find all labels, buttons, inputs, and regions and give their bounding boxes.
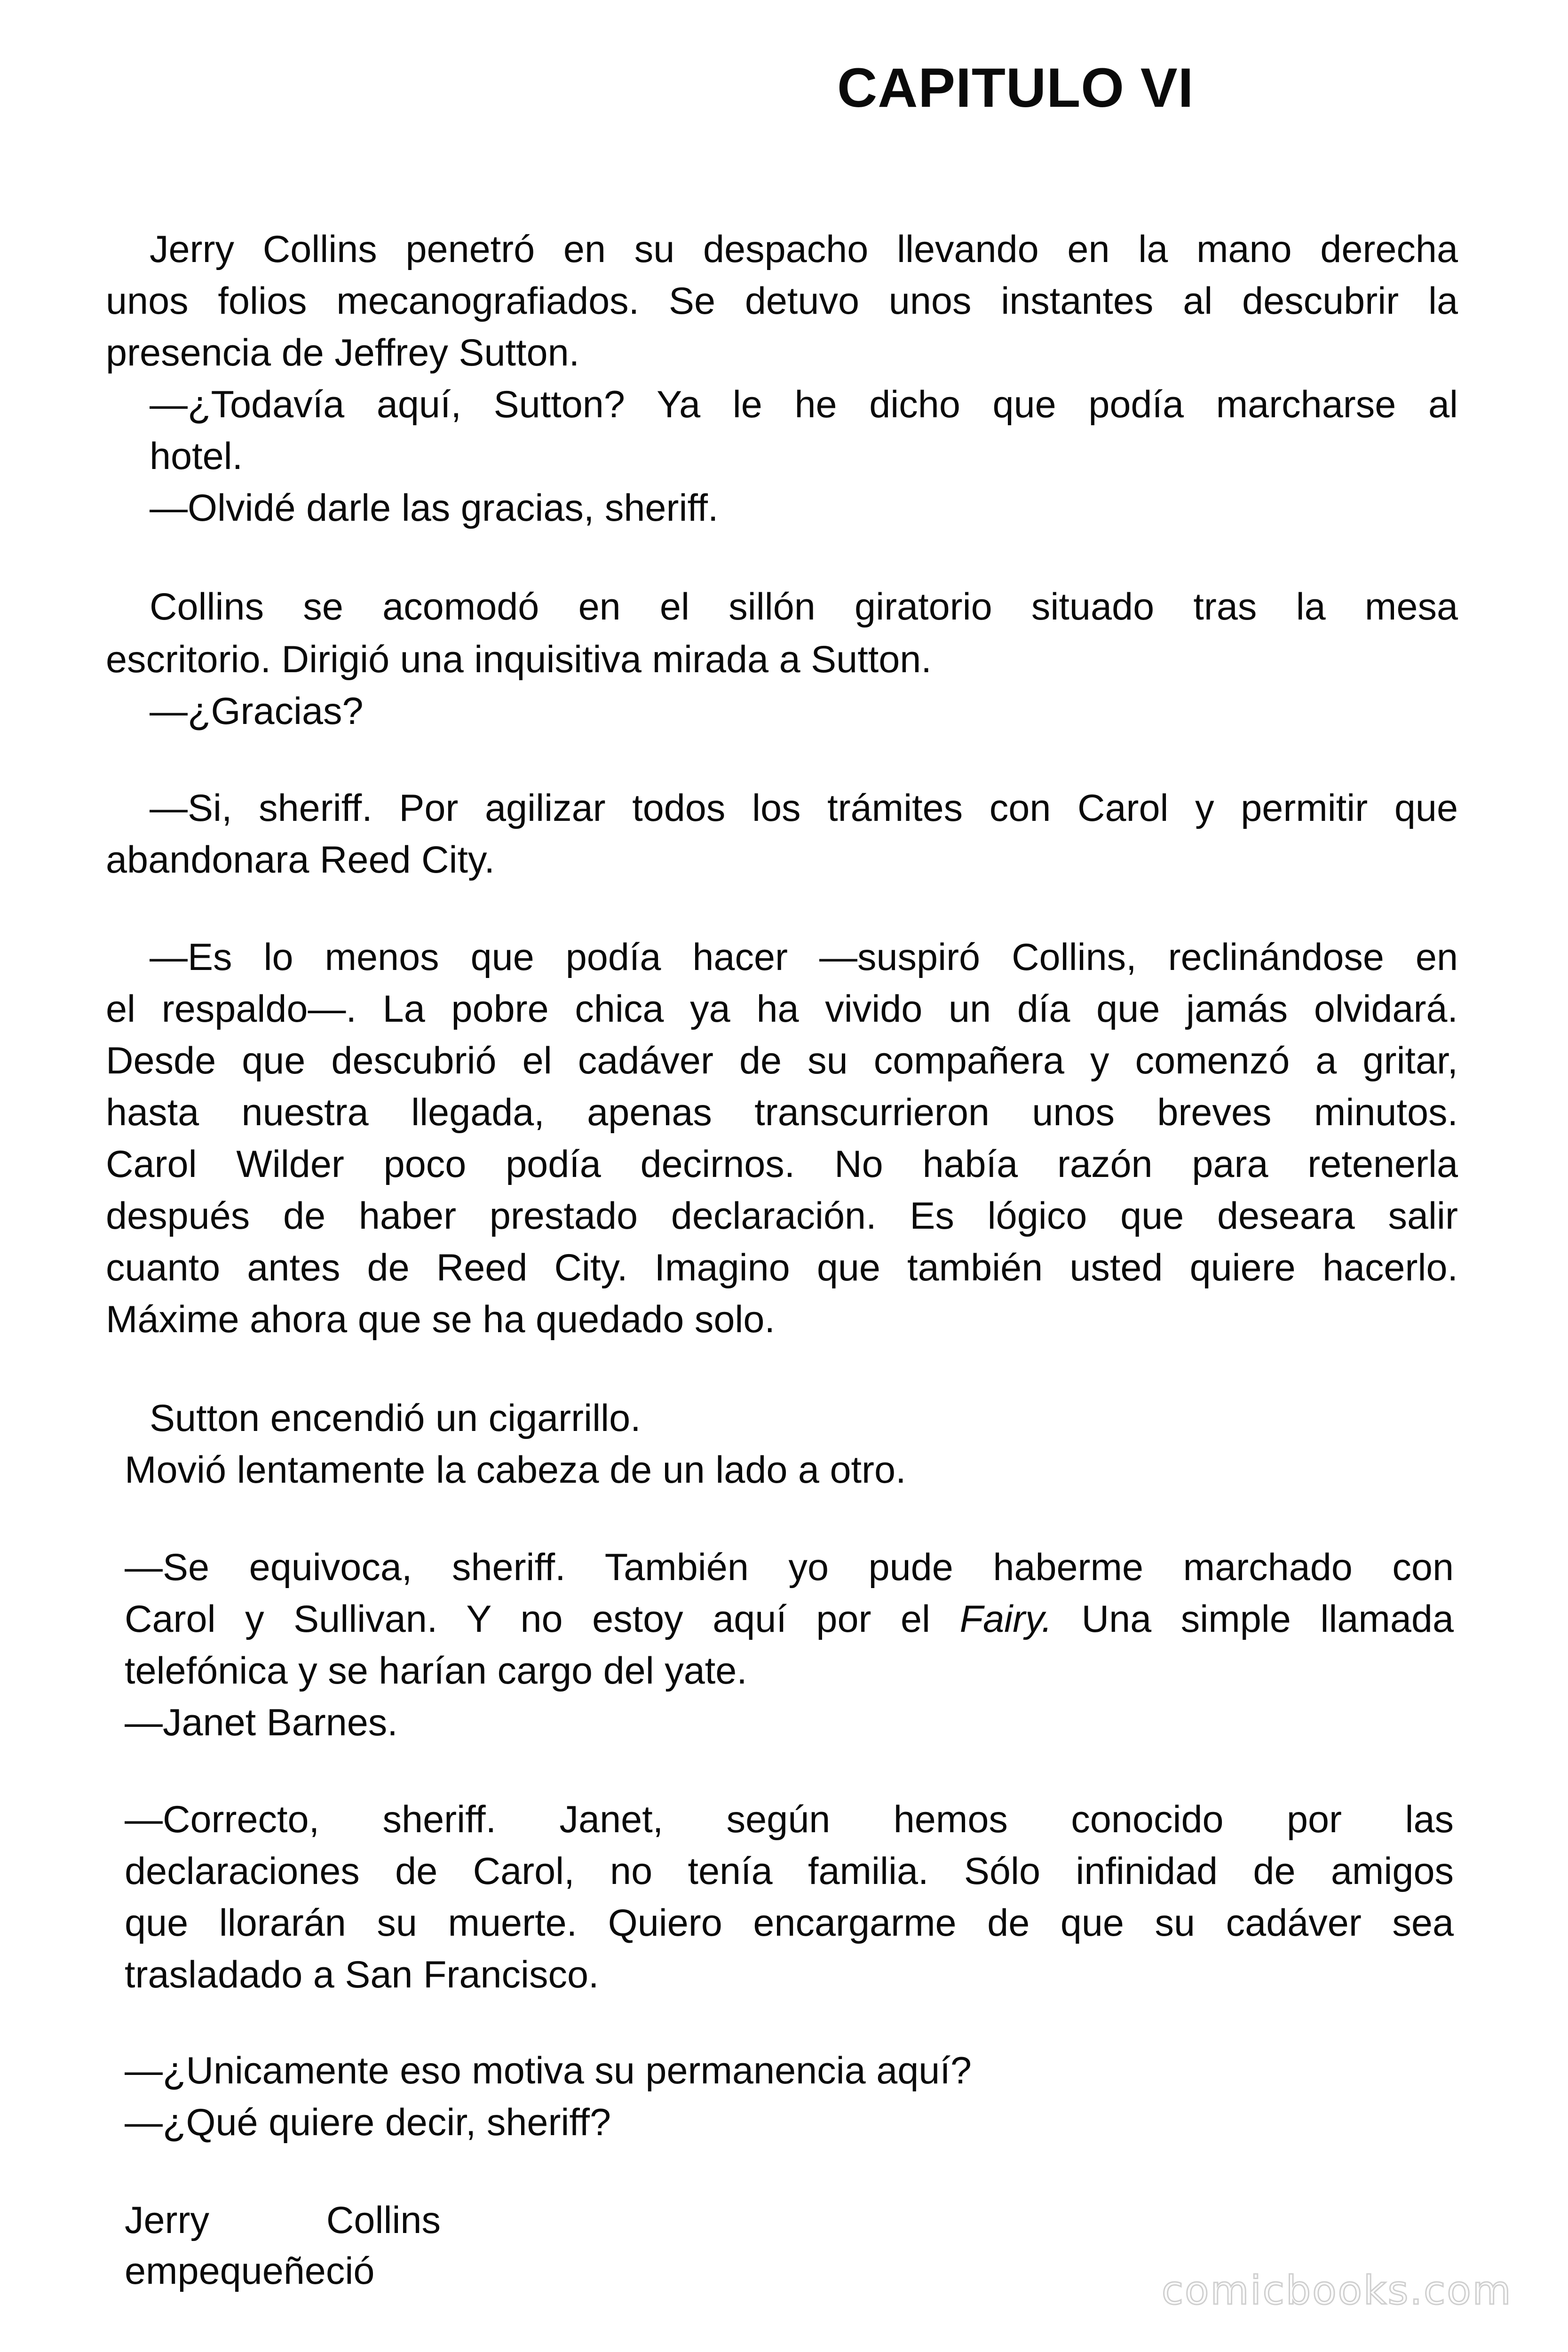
text-line: Sutton encendió un cigarrillo. [150,1397,641,1439]
text-line: —¿Todavía aquí, Sutton? Ya le he dicho que podía marcharse al [150,383,1458,426]
text-line: —Janet Barnes. [125,1701,398,1744]
text-line [125,2201,441,2240]
text-line: cuanto antes de Reed City. Imagino que también usted quiere hacerlo. [106,1247,1458,1289]
watermark: comicbooks.com [1162,2267,1513,2313]
text-line-with-italic [125,1600,1454,1638]
text-line: Máxime ahora que se ha quedado solo. [106,1298,775,1341]
text-line: Desde que descubrió el cadáver de su compañera y comenzó a gritar, [106,1040,1458,1082]
text-line: empequeñeció [125,2250,375,2292]
text-line: el respaldo—. La pobre chica ya ha vivido un día que jamás olvidará. [106,988,1458,1030]
text-span: Collins [326,2199,441,2241]
text-line: hotel. [150,435,243,477]
text-line: —¿Unicamente eso motiva su permanencia aquí? [125,2050,972,2092]
text-line: —Correcto, sheriff. Janet, según hemos conocido por las [125,1798,1454,1841]
boat-name: Fairy. [959,1598,1053,1640]
text-line: —Se equivoca, sheriff. También yo pude haberme marchado con [125,1546,1454,1589]
text-span: Una simple llamada [1052,1598,1454,1640]
text-line: —¿Gracias? [150,690,364,732]
chapter-title: CAPITULO VI [837,57,1194,119]
text-line: Carol Wilder poco podía decirnos. No había razón para retenerla [106,1143,1458,1185]
text-line: Jerry Collins penetró en su despacho llevando en la mano derecha [150,228,1458,270]
text-line: —¿Qué quiere decir, sheriff? [125,2101,611,2144]
text-line: telefónica y se harían cargo del yate. [125,1650,747,1692]
text-line: abandonara Reed City. [106,839,495,881]
text-line: —Es lo menos que podía hacer —suspiró Collins, reclinándose en [150,936,1458,978]
text-line: después de haber prestado declaración. Es lógico que deseara salir [106,1195,1458,1237]
text-line: presencia de Jeffrey Sutton. [106,332,580,374]
text-line: hasta nuestra llegada, apenas transcurrieron unos breves minutos. [106,1091,1458,1134]
text-line: que llorarán su muerte. Quiero encargarme de que su cadáver sea [125,1902,1454,1944]
text-line: —Si, sheriff. Por agilizar todos los trámites con Carol y permitir que [150,787,1458,829]
text-line: trasladado a San Francisco. [125,1954,599,1996]
text-line: Movió lentamente la cabeza de un lado a otro. [125,1449,906,1491]
text-span: Carol y Sullivan. Y no estoy aquí por el [125,1598,960,1640]
text-line: unos folios mecanografiados. Se detuvo unos instantes al descubrir la [106,280,1458,322]
text-line: —Olvidé darle las gracias, sheriff. [150,487,719,529]
text-line: escritorio. Dirigió una inquisitiva mirada a Sutton. [106,638,932,681]
text-line: declaraciones de Carol, no tenía familia. Sólo infinidad de amigos [125,1850,1454,1892]
text-span: Jerry [125,2199,209,2241]
text-line: Collins se acomodó en el sillón giratorio situado tras la mesa [150,586,1458,628]
